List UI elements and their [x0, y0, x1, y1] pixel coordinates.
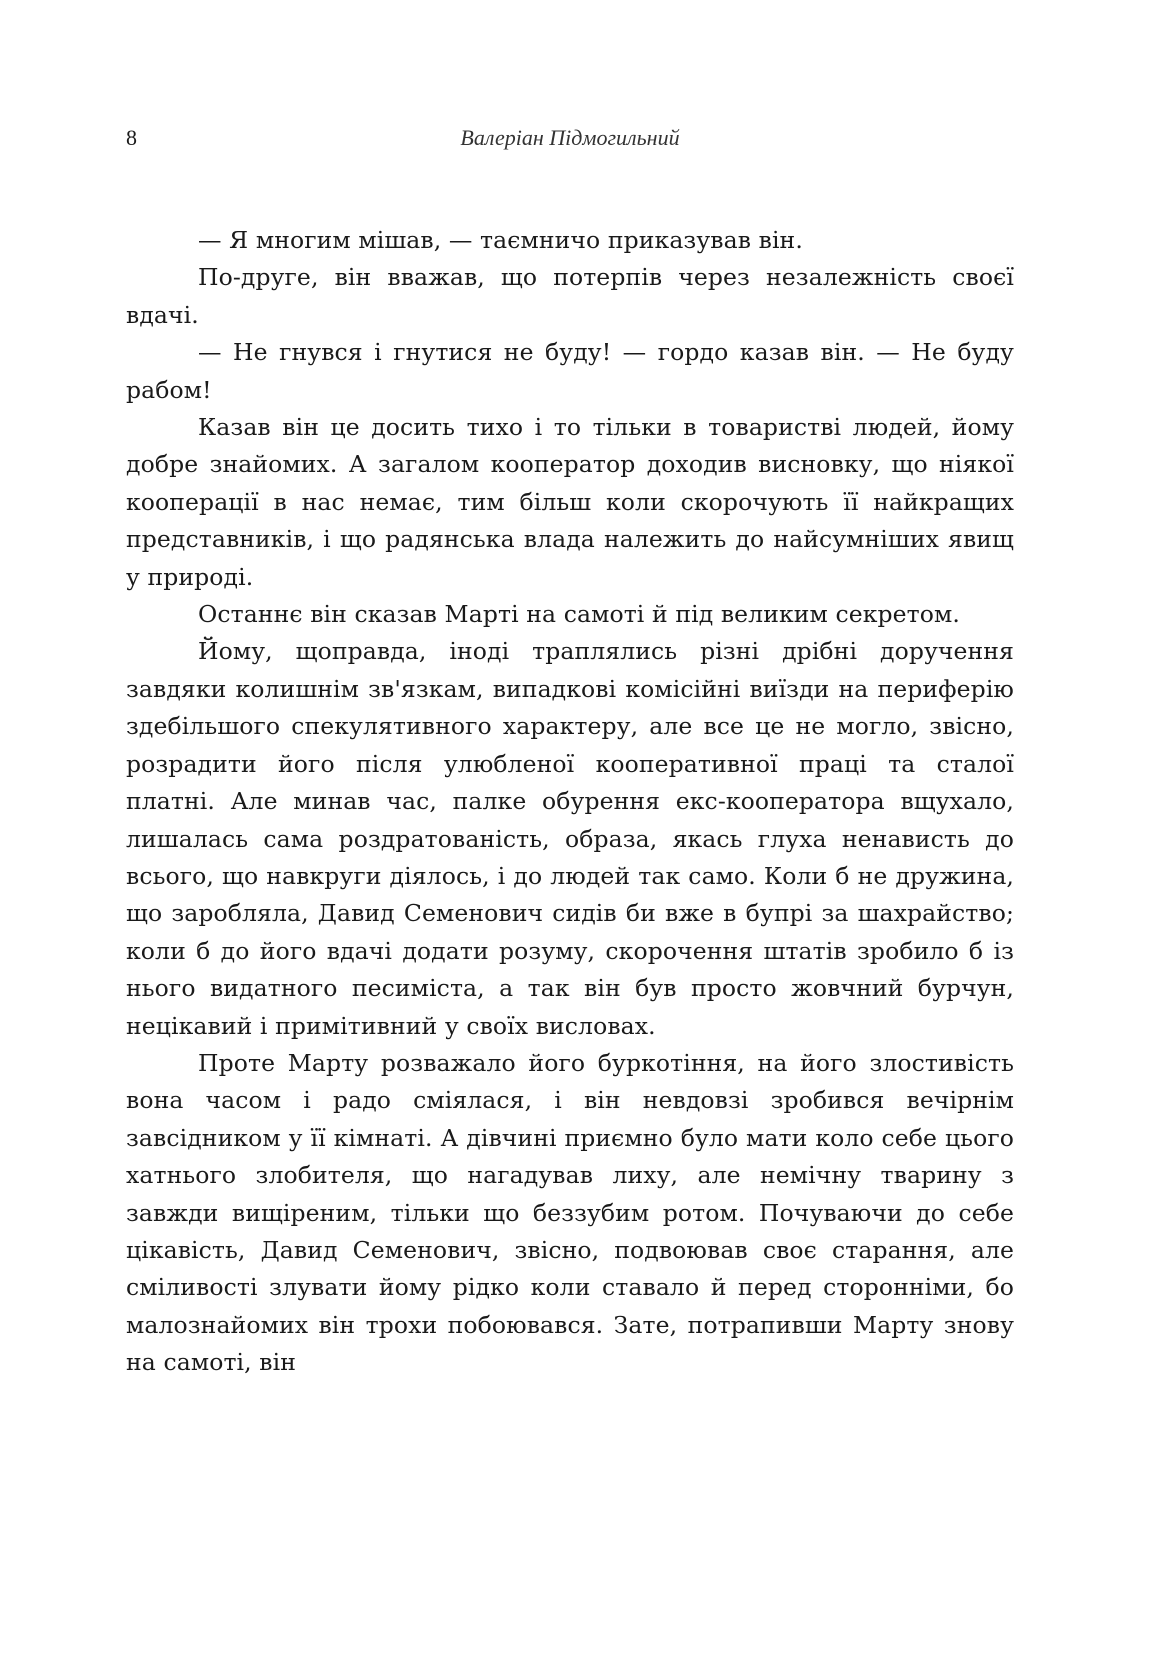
paragraph: Останнє він сказав Марті на самоті й під великим секретом. — [198, 600, 960, 629]
paragraph: — Я многим мішав, — таємничо приказував він. — [198, 226, 803, 254]
paragraph: По-друге, він вважав, що потерпів через незалежність своєї вдачі. — [126, 263, 1014, 329]
paragraph: Проте Марту розважало його буркотіння, на його злостивість вона часом і радо сміялася, і він невдовзі зробився вечірнім завсідником у її кімнаті. А дівчині приємно було мати коло себе цього хатнього злобителя, що нагадував лиху, але немічну тварину з завжди вищіреним, тільки що беззубим ротом. Почуваючи до себе цікавість, Давид Семенович, звісно, подвоював своє старання, але сміливості злувати йому рідко коли ставало й перед сторонніми, бо малознайомих він трохи побоювався. Зате, потрапивши Марту знову на самоті, він — [126, 1048, 1014, 1377]
book-author: Валеріан Підмогильний — [460, 125, 680, 150]
paragraph: — Не гнувся і гнутися не буду! — гордо казав він. — Не буду рабом! — [126, 338, 1014, 404]
page-number: 8 — [126, 125, 137, 150]
paragraph: Йому, щоправда, іноді траплялись різні дрібні доручення завдяки колишнім зв'язкам, випадкові комісійні виїзди на периферію здебільшого спекулятивного характеру, але все це не могло, звісно, розрадити його після улюбленої кооперативної праці та сталої платні. Але минав час, палке обурення екс-кооператора вщухало, лишалась сама роздратованість, образа, якась глуха ненависть до всього, що навкруги діялось, і до людей так само. Коли б не дружина, що заробляла, Давид Семенович сидів би вже в бупрі за шахрайство; коли б до його вдачі додати розуму, скорочення штатів зробило б із нього видатного песиміста, а так він був просто жовчний бурчун, нецікавий і примітивний у своїх висловах. — [126, 637, 1014, 1040]
paragraph: Казав він це досить тихо і то тільки в товаристві людей, йому добре знайомих. А загалом кооператор доходив висновку, що ніякої кооперації в нас немає, тим більш коли скорочують її найкращих представників, і що радянська влада належить до найсумніших явищ у природі. — [126, 413, 1014, 591]
running-header — [126, 123, 1014, 153]
text-body — [126, 222, 1014, 1382]
